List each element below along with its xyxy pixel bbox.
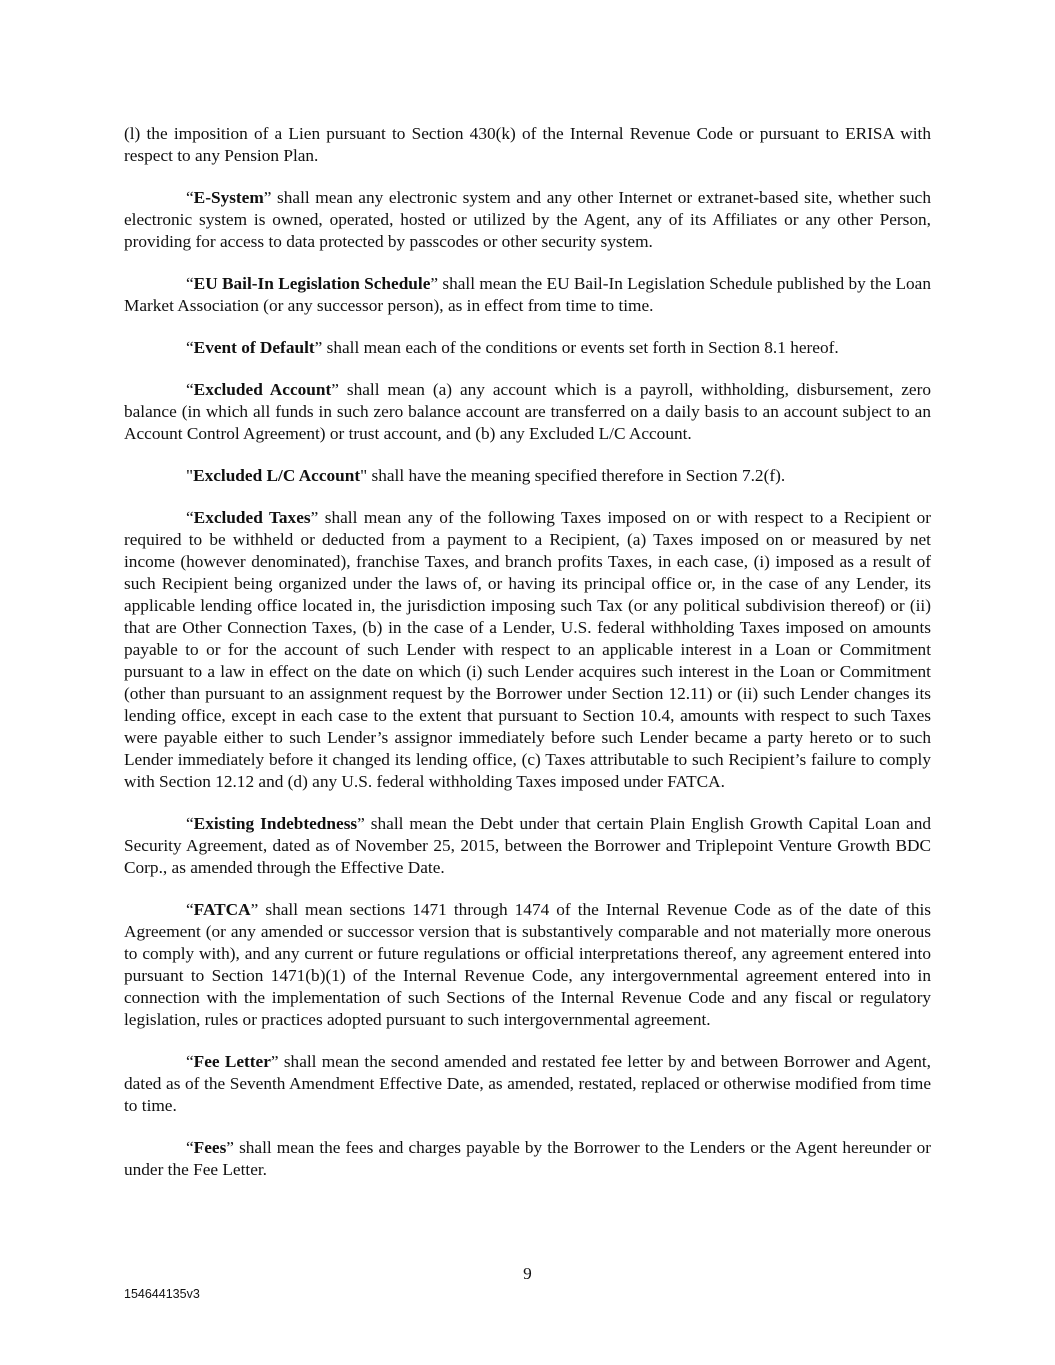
definition-text: ” shall mean the Debt under that certain Plain English Growth Capital Loan and Security Agreement, dated as of November 25, 2015, between the Borrower and Triplepoint Venture Growth BDC Corp., as amended through the Effective Date. (124, 814, 931, 877)
open-quote: “ (186, 814, 194, 833)
open-quote: “ (186, 508, 194, 527)
definition-text: ” shall mean each of the conditions or events set forth in Section 8.1 hereof. (314, 338, 839, 357)
open-quote: “ (186, 900, 194, 919)
open-quote: " (186, 466, 194, 485)
definition-excluded-lc-account (124, 465, 931, 487)
open-quote: “ (186, 188, 194, 207)
definition-event-of-default (124, 337, 931, 359)
definition-fees (124, 1137, 931, 1181)
defined-term: Event of Default (193, 338, 315, 357)
defined-term: Existing Indebtedness (193, 814, 358, 833)
definition-eu-bail-in-legislation-schedule (124, 273, 931, 317)
open-quote: “ (186, 274, 194, 293)
definition-fatca (124, 899, 931, 1031)
definition-text: ” shall mean the EU Bail-In Legislation Schedule published by the Loan Market Association (or any successor person), as in effect from time to time. (124, 274, 931, 315)
document-body (124, 123, 931, 1201)
open-quote: “ (186, 380, 194, 399)
defined-term: E-System (193, 188, 264, 207)
definition-e-system (124, 187, 931, 253)
definition-fee-letter (124, 1051, 931, 1117)
open-quote: “ (186, 1052, 194, 1071)
definition-text: ” shall mean the fees and charges payable by the Borrower to the Lenders or the Agent hereunder or under the Fee Letter. (124, 1138, 931, 1179)
open-quote: “ (186, 338, 194, 357)
defined-term: Excluded Taxes (193, 508, 311, 527)
definition-existing-indebtedness (124, 813, 931, 879)
open-quote: “ (186, 1138, 194, 1157)
definition-excluded-taxes (124, 507, 931, 793)
definition-excluded-account (124, 379, 931, 445)
definition-text: ” shall mean any electronic system and any other Internet or extranet-based site, whether such electronic system is owned, operated, hosted or utilized by the Agent, any of its Affiliates or any other Person, providing for access to data protected by passcodes or other security system. (124, 188, 931, 251)
document-id: 154644135v3 (124, 1287, 200, 1301)
defined-term: Excluded L/C Account (193, 466, 361, 485)
page-number: 9 (523, 1264, 532, 1283)
defined-term: EU Bail-In Legislation Schedule (193, 274, 431, 293)
definition-text: ” shall mean sections 1471 through 1474 of the Internal Revenue Code as of the date of this Agreement (or any amended or successor version that is substantively comparable and not materially more onerous to comply with), and any current or future regulations or official interpretations thereof, any agreement entered into pursuant to Section 1471(b)(1) of the Internal Revenue Code, any intergovernmental agreement entered into in connection with the implementation of such Sections of the Internal Revenue Code and any fiscal or regulatory legislation, rules or practices adopted pursuant to such intergovernmental agreement. (124, 900, 931, 1029)
defined-term: FATCA (193, 900, 251, 919)
paragraph-lien-clause (124, 123, 931, 167)
definition-text: ” shall mean the second amended and restated fee letter by and between Borrower and Agent, dated as of the Seventh Amendment Effective Date, as amended, restated, replaced or otherwise modified from time to time. (124, 1052, 931, 1115)
definition-text: ” shall mean any of the following Taxes imposed on or with respect to a Recipient or required to be withheld or deducted from a payment to a Recipient, (a) Taxes imposed on or measured by net income (however denominated), franchise Taxes, and branch profits Taxes, in each case, (i) imposed as a result of such Recipient being organized under the laws of, or having its principal office or, in the case of any Lender, its applicable lending office located in, the jurisdiction imposing such Tax (or any political subdivision thereof) or (ii) that are Other Connection Taxes, (b) in the case of a Lender, U.S. federal withholding Taxes imposed on amounts payable to or for the account of such Lender with respect to an applicable interest in a Loan or Commitment pursuant to a law in effect on the date on which (i) such Lender acquires such interest in the Loan or Commitment (other than pursuant to an assignment request by the Borrower under Section 12.11) or (ii) such Lender changes its lending office, except in each case to the extent that pursuant to Section 10.4, amounts with respect to such Taxes were payable either to such Lender’s assignor immediately before such Lender became a party hereto or to such Lender immediately before it changed its lending office, (c) Taxes attributable to such Recipient’s failure to comply with Section 12.12 and (d) any U.S. federal withholding Taxes imposed under FATCA. (124, 508, 931, 791)
defined-term: Excluded Account (193, 380, 332, 399)
defined-term: Fee Letter (193, 1052, 271, 1071)
definition-text: " shall have the meaning specified therefore in Section 7.2(f). (360, 466, 786, 485)
definition-text: ” shall mean (a) any account which is a payroll, withholding, disbursement, zero balance (in which all funds in such zero balance account are transferred on a daily basis to an account subject to an Account Control Agreement) or trust account, and (b) any Excluded L/C Account. (124, 380, 931, 443)
defined-term: Fees (193, 1138, 227, 1157)
paragraph-text: (l) the imposition of a Lien pursuant to Section 430(k) of the Internal Revenue Code or pursuant to ERISA with respect to any Pension Plan. (124, 124, 931, 165)
